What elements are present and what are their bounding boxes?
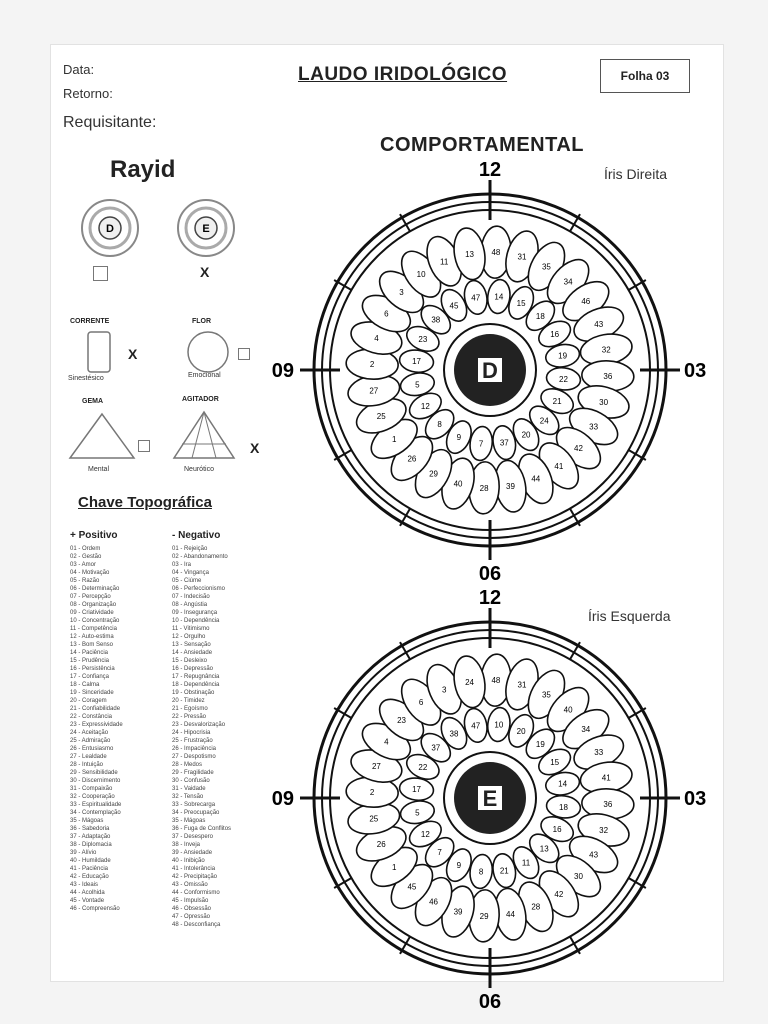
- iris-right-clock-right: 03: [684, 360, 707, 382]
- iris-right-zone-label: 16: [550, 329, 560, 339]
- iris-left-zone-label: 16: [552, 825, 562, 835]
- iris-left-zone-label: 27: [371, 762, 381, 772]
- iris-right-zone-label: 38: [431, 315, 441, 325]
- iris-left-zone-label: 15: [550, 757, 560, 767]
- type-shapes-row2: [64, 408, 264, 464]
- flor-shape-icon: [188, 332, 228, 372]
- iris-left-zone-label: 8: [478, 867, 484, 877]
- iris-right-zone-label: 2: [369, 360, 375, 370]
- iris-left-zone-label: 25: [369, 814, 379, 824]
- iris-left-zone-label: 31: [517, 680, 527, 690]
- iris-right-zone-label: 25: [376, 411, 386, 421]
- iris-right-zone-label: 17: [412, 357, 421, 367]
- iris-right-center-letter: D: [482, 358, 498, 383]
- iris-left-zone-label: 26: [376, 839, 386, 849]
- iris-left-zone-label: 21: [499, 866, 509, 876]
- iris-left-zone-label: 14: [558, 779, 568, 789]
- iris-left-zone-label: 38: [449, 729, 459, 739]
- iris-right-zone-label: 32: [601, 345, 611, 355]
- iris-right-clock-top: 12: [478, 159, 502, 181]
- legend-positive-list: 01 - Ordem 02 - Gestão 03 - Amor 04 - Motivação 05 - Razão 06 - Determinação 07 - Percepção 08 - Organização 09 - Criatividade 10 - Concentração 11 - Competência 12 - Auto-estima 13 - Bom Senso 14 - Paciência 15 - Prudência 16 - Persistência 17 - Confiança 18 - Calma 19 - Sinceridade 20 - Coragem 21 - Confiabilidade 22 - Constância 23 - Expressividade 24 - Aceitação 25 - Admiração 26 - Entusiasmo 27 - Lealdade 28 - Intuição 29 - Sensibilidade 30 - Discernimento 31 - Compaixão 32 - Cooperação 33 - Espiritualidade 34 - Contemplação 35 - Mágoas 36 - Sabedoria 37 - Adaptação 38 - Diplomacia 39 - Alívio 40 - Humildade 41 - Paciência 42 - Educação 43 - Ideais 44 - Acolhida 45 - Vontade 46 - Compreensão: [70, 546, 123, 912]
- type-shapes-row1: [64, 328, 264, 378]
- disc-e-mark: X: [200, 264, 210, 280]
- iris-right-zone-label: 43: [594, 320, 604, 330]
- iris-left-zone-label: 34: [581, 725, 591, 735]
- page-title: LAUDO IRIDOLÓGICO: [298, 64, 508, 85]
- iris-right-zone-label: 10: [416, 270, 426, 280]
- iris-right-zone-label: 21: [552, 397, 562, 407]
- iris-right-zone-label: 28: [479, 483, 489, 493]
- iris-right-zone-label: 45: [449, 301, 459, 311]
- iris-left-zone-label: 33: [594, 748, 604, 758]
- iris-right-zone-label: 41: [554, 461, 564, 471]
- legend-negative-list: 01 - Rejeição 02 - Abandonamento 03 - Ira 04 - Vingança 05 - Ciúme 06 - Perfeccionismo 07 - Indecisão 08 - Angústia 09 - Insegurança 10 - Dependência 11 - Vitimismo 12 - Orgulho 13 - Sensação 14 - Ansiedade 15 - Desleixo 16 - Depressão 17 - Repugnância 18 - Dependência 19 - Obstinação 20 - Timidez 21 - Egoísmo 22 - Pressão 23 - Desvalorização 24 - Hipocrisia 25 - Frustração 26 - Impaciência 27 - Despotismo 28 - Medos 29 - Fragilidade 30 - Confusão 31 - Vaidade 32 - Tensão 33 - Sobrecarga 34 - Preocupação 35 - Mágoas 36 - Fuga de Conflitos 37 - Desespero 38 - Inveja 39 - Ansiedade 40 - Inibição 41 - Intolerância 42 - Precipitação 43 - Omissão 44 - Conformismo 45 - Impulsão 46 - Obsessão 47 - Opressão 48 - Desconfiança: [172, 546, 232, 928]
- iris-left-zone-label: 43: [589, 850, 599, 860]
- iris-left-zone-label: 29: [479, 911, 489, 921]
- iris-left-zone-label: 12: [420, 830, 430, 840]
- iris-right-zone-label: 42: [574, 444, 583, 454]
- type-gema-name: GEMA: [82, 398, 103, 405]
- iris-left-zone-label: 32: [599, 825, 609, 835]
- iris-left-zone-label: 18: [559, 802, 568, 812]
- iris-left-zone-label: 17: [412, 785, 421, 795]
- iris-left-zone-label: 42: [554, 889, 564, 899]
- iris-right-zone-label: 44: [531, 474, 541, 484]
- iris-left-clock-top: 12: [478, 587, 502, 609]
- iris-left-zone-label: 2: [369, 788, 375, 798]
- iris-right-zone-label: 20: [521, 430, 531, 440]
- iris-right-zone-label: 30: [599, 397, 609, 407]
- gema-checkbox[interactable]: [138, 440, 150, 452]
- iris-right-zone-label: 6: [384, 309, 389, 319]
- iris-right-zone-label: 1: [391, 434, 397, 444]
- iris-left-zone-label: 13: [539, 844, 549, 854]
- iris-right-zone-label: 4: [374, 334, 379, 344]
- type-corrente-name: CORRENTE: [70, 318, 110, 325]
- iris-left-zone-label: 24: [465, 677, 474, 687]
- iris-right-label: Íris Direita: [604, 166, 668, 182]
- iris-right-zone-label: 40: [453, 479, 463, 489]
- iris-left-zone-label: 37: [431, 743, 441, 753]
- gema-shape-icon: [70, 414, 134, 458]
- iris-left-zone-label: 36: [603, 799, 613, 809]
- disc-e-icon: [178, 200, 234, 256]
- iris-right-zone-label: 5: [415, 380, 420, 390]
- iris-left-clock-bottom: 06: [478, 991, 502, 1013]
- type-flor-name: FLOR: [192, 318, 212, 325]
- legend-negative-header: - Negativo: [172, 530, 221, 541]
- agitador-mark: X: [250, 440, 260, 456]
- iris-left-clock-right: 03: [684, 788, 707, 810]
- agitador-shape-icon: [174, 412, 234, 458]
- type-agitador-name: AGITADOR: [182, 396, 219, 403]
- corrente-mark: X: [128, 346, 138, 362]
- iris-left-clock-left: 09: [271, 788, 294, 810]
- iris-right-clock-bottom: 06: [478, 563, 502, 585]
- rayid-discs: [64, 198, 254, 260]
- iris-right-zone-label: 19: [558, 351, 568, 361]
- iris-left-zone-label: 30: [574, 872, 583, 882]
- iris-right-zone-label: 18: [535, 311, 545, 321]
- iris-right-zone-label: 33: [589, 422, 599, 432]
- iris-right-zone-label: 13: [465, 249, 474, 259]
- iris-right-zone-label: 35: [541, 262, 551, 272]
- type-corrente-desc: Sinestésico: [68, 375, 104, 382]
- iris-left-zone-label: 28: [531, 902, 541, 912]
- disc-d-checkbox[interactable]: [93, 266, 108, 281]
- disc-e-letter: E: [202, 223, 210, 235]
- iris-right-zone-label: 26: [407, 454, 417, 464]
- legend-title: Chave Topográfica: [78, 494, 212, 511]
- iris-right-zone-label: 27: [369, 386, 379, 396]
- iris-left-zone-label: 1: [391, 862, 397, 872]
- iris-left-zone-label: 19: [535, 739, 545, 749]
- iris-left-zone-label: 11: [521, 858, 531, 868]
- iris-left-zone-label: 35: [541, 690, 551, 700]
- disc-d-icon: [82, 200, 138, 256]
- section-title: COMPORTAMENTAL: [380, 134, 585, 156]
- disc-d-letter: D: [106, 223, 114, 235]
- iris-left-zone-label: 6: [418, 698, 424, 708]
- rayid-title: Rayid: [110, 156, 176, 183]
- iris-right-zone-label: 22: [559, 374, 568, 384]
- type-flor-desc: Emocional: [188, 372, 221, 379]
- iris-left-zone-label: 48: [491, 676, 501, 686]
- iris-left-zone-label: 5: [415, 808, 420, 818]
- iris-left-zone-label: 39: [453, 907, 463, 917]
- iris-right-zone-label: 48: [491, 248, 501, 258]
- iris-right-zone-label: 3: [399, 287, 404, 297]
- iris-left-zone-label: 44: [506, 910, 515, 920]
- iris-left-zone-label: 3: [441, 685, 447, 695]
- return-label: Retorno:: [63, 86, 113, 101]
- iris-left-zone-label: 23: [397, 715, 406, 725]
- iris-right-zone-label: 31: [517, 252, 527, 262]
- iris-left-zone-label: 4: [384, 737, 389, 747]
- iris-right-zone-label: 12: [420, 402, 430, 412]
- iris-right-zone-label: 39: [506, 482, 515, 492]
- requester-label: Requisitante:: [63, 114, 157, 131]
- iris-right-zone-label: 7: [478, 439, 484, 449]
- iris-right-zone-label: 15: [516, 298, 526, 308]
- type-gema-desc: Mental: [88, 466, 110, 473]
- iris-right-zone-label: 47: [471, 293, 481, 303]
- iris-right-zone-label: 46: [581, 297, 591, 307]
- iris-right-zone-label: 11: [440, 257, 449, 267]
- iris-left-zone-label: 7: [437, 848, 442, 858]
- iris-right-zone-label: 14: [494, 292, 504, 302]
- iris-right-zone-label: 34: [563, 277, 573, 287]
- iris-left-label: Íris Esquerda: [588, 608, 671, 624]
- corrente-shape-icon: [88, 332, 110, 372]
- iris-left-zone-label: 20: [516, 726, 526, 736]
- iris-right-zone-label: 8: [437, 420, 442, 430]
- iris-right-zone-label: 24: [539, 416, 549, 426]
- iris-left-zone-label: 41: [601, 773, 611, 783]
- iris-left-center-letter: E: [482, 786, 498, 811]
- iris-right-zone-label: 37: [499, 438, 509, 448]
- iris-right-chart: [270, 159, 718, 585]
- iris-left-chart: [270, 587, 718, 1013]
- type-agitador-desc: Neurótico: [184, 466, 214, 473]
- iris-left-zone-label: 47: [471, 721, 481, 731]
- iris-right-zone-label: 9: [456, 433, 462, 443]
- iris-left-zone-label: 10: [494, 720, 504, 730]
- iris-right-zone-label: 36: [603, 371, 613, 381]
- iris-left-zone-label: 45: [407, 882, 417, 892]
- iris-left-zone-label: 22: [418, 762, 428, 772]
- iris-right-zone-label: 29: [429, 469, 439, 479]
- iris-right-zone-label: 23: [418, 334, 428, 344]
- iris-left-zone-label: 46: [429, 897, 439, 907]
- iris-left-zone-label: 40: [563, 705, 573, 715]
- legend-positive-header: + Positivo: [70, 530, 118, 541]
- date-label: Data:: [63, 62, 95, 77]
- iris-right-clock-left: 09: [271, 360, 294, 382]
- flor-checkbox[interactable]: [238, 348, 250, 360]
- iris-left-zone-label: 9: [456, 861, 462, 871]
- sheet-number-box: Folha 03: [600, 59, 690, 93]
